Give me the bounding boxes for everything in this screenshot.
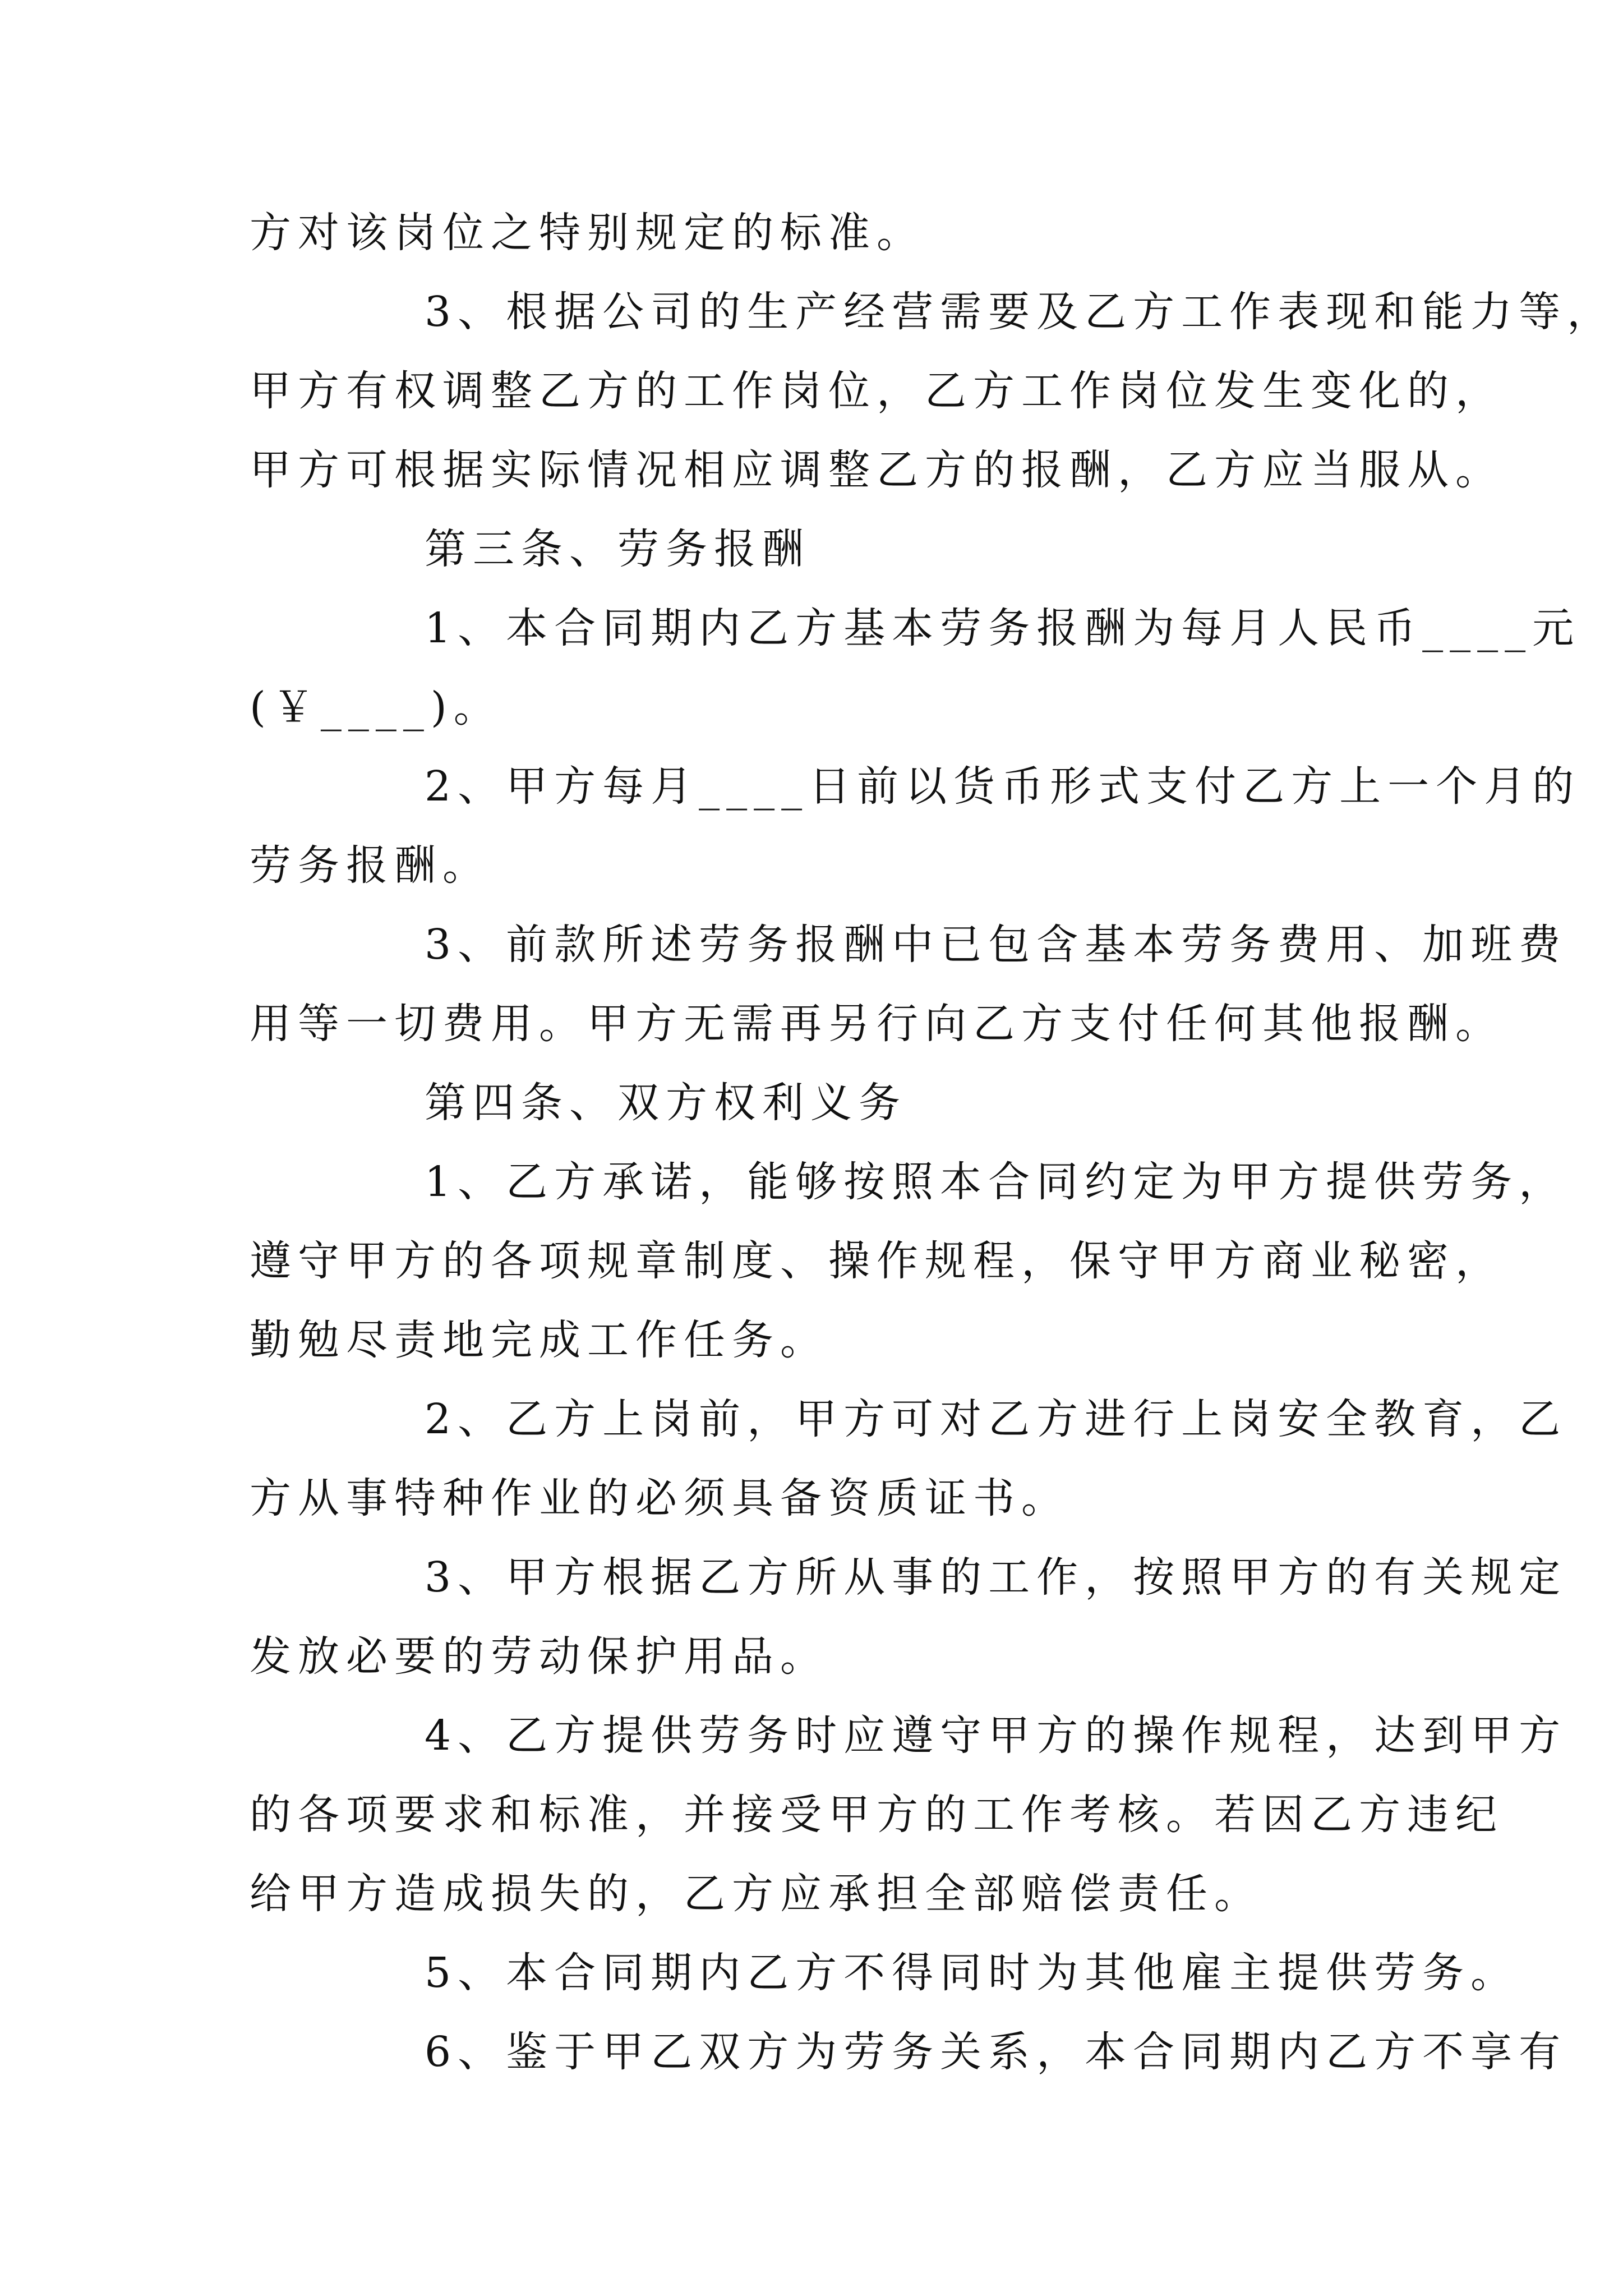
text-line: 方对该岗位之特别规定的标准。 bbox=[250, 209, 925, 257]
text-line: 给甲方造成损失的，乙方应承担全部赔偿责任。 bbox=[250, 1870, 1262, 1918]
text-line: 甲方可根据实际情况相应调整乙方的报酬，乙方应当服从。 bbox=[250, 446, 1504, 494]
text-line: 3、甲方根据乙方所从事的工作，按照甲方的有关规定 bbox=[425, 1553, 1567, 1602]
text-line: 1、本合同期内乙方基本劳务报酬为每月人民币____元 bbox=[425, 604, 1581, 652]
text-line: 1、乙方承诺，能够按照本合同约定为甲方提供劳务， bbox=[425, 1158, 1567, 1206]
text-line: (￥____)。 bbox=[250, 683, 502, 731]
text-line: 4、乙方提供劳务时应遵守甲方的操作规程，达到甲方 bbox=[425, 1711, 1567, 1760]
contract-text bbox=[250, 194, 1616, 2092]
text-line: 发放必要的劳动保护用品。 bbox=[250, 1632, 828, 1681]
text-line: 3、前款所述劳务报酬中已包含基本劳务费用、加班费 bbox=[425, 921, 1567, 969]
section-heading: 第三条、劳务报酬 bbox=[425, 525, 810, 573]
text-line: 的各项要求和标准，并接受甲方的工作考核。若因乙方违纪 bbox=[250, 1791, 1504, 1839]
text-line: 用等一切费用。甲方无需再另行向乙方支付任何其他报酬。 bbox=[250, 1000, 1504, 1048]
text-line: 6、鉴于甲乙双方为劳务关系，本合同期内乙方不享有 bbox=[425, 2028, 1567, 2076]
text-line: 勤勉尽责地完成工作任务。 bbox=[250, 1316, 828, 1364]
text-line: 遵守甲方的各项规章制度、操作规程，保守甲方商业秘密， bbox=[250, 1237, 1504, 1285]
text-line: 方从事特种作业的必须具备资质证书。 bbox=[250, 1474, 1069, 1522]
text-line: 5、本合同期内乙方不得同时为其他雇主提供劳务。 bbox=[425, 1949, 1519, 1997]
text-line: 2、甲方每月____日前以货币形式支付乙方上一个月的 bbox=[425, 762, 1581, 811]
text-line: 劳务报酬。 bbox=[250, 841, 491, 890]
text-line: 3、根据公司的生产经营需要及乙方工作表现和能力等， bbox=[425, 288, 1616, 336]
section-heading: 第四条、双方权利义务 bbox=[425, 1079, 907, 1127]
text-line: 2、乙方上岗前，甲方可对乙方进行上岗安全教育，乙 bbox=[425, 1395, 1567, 1443]
text-line: 甲方有权调整乙方的工作岗位，乙方工作岗位发生变化的， bbox=[250, 367, 1504, 415]
